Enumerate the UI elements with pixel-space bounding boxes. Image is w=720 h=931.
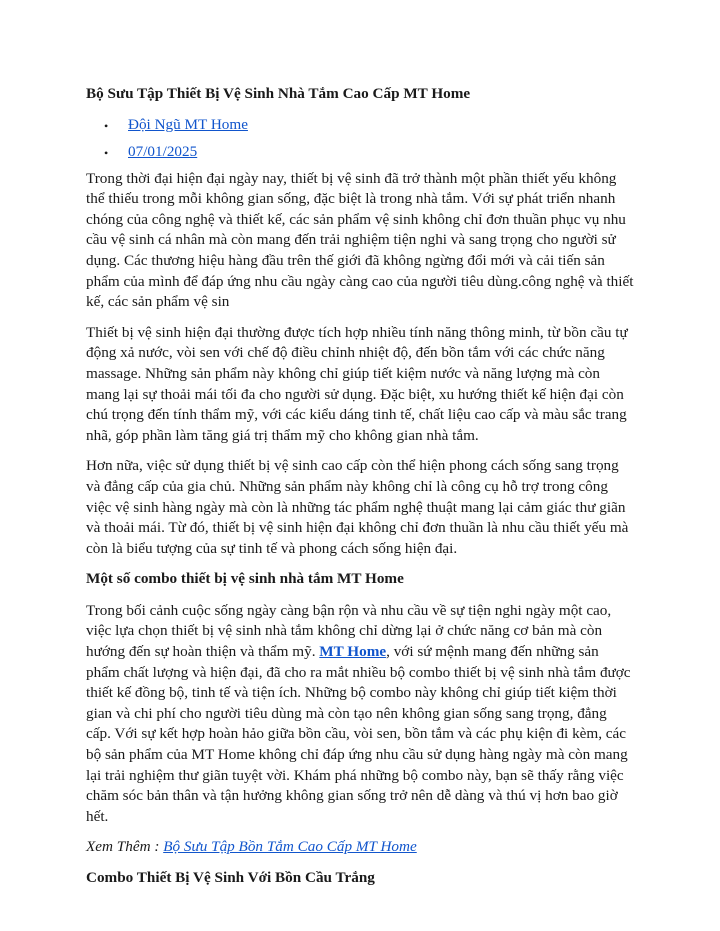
mt-home-link[interactable]: MT Home [319, 643, 387, 661]
section-heading-combo: Một số combo thiết bị vệ sinh nhà tắm MT Home [86, 570, 404, 588]
see-more-label: Xem Thêm : [86, 838, 164, 856]
paragraph-features: Thiết bị vệ sinh hiện đại thường được tích hợp nhiều tính năng thông minh, từ bồn cầu tự động xả nước, vòi sen với chế độ điều chỉnh nhiệt độ, đến bồn tắm với các chức năng massage. Những sản phẩm này không chỉ giúp tiết kiệm nước và năng lượng mà còn mang lại sự thoải mái tối đa cho người sử dụng. Đặc biệt, xu hướng thiết kế hiện đại còn chú trọng đến tính thẩm mỹ, với các kiểu dáng tinh tế, chất liệu cao cấp và màu sắc trang nhã, góp phần làm tăng giá trị thẩm mỹ cho không gian nhà tắm. [86, 323, 628, 444]
see-more-link[interactable]: Bộ Sưu Tập Bồn Tắm Cao Cấp MT Home [163, 838, 417, 856]
article-content [86, 84, 634, 900]
article-meta-list [86, 115, 634, 162]
section-heading-white-toilet: Combo Thiết Bị Vệ Sinh Với Bồn Cầu Trắng [86, 869, 375, 886]
see-more-line [86, 837, 634, 858]
author-link[interactable]: Đội Ngũ MT Home [128, 115, 248, 133]
bullet-icon: • [104, 145, 109, 160]
article-title: Bộ Sưu Tập Thiết Bị Vệ Sinh Nhà Tắm Cao Cấp MT Home [86, 85, 471, 102]
meta-date-item [86, 142, 634, 162]
paragraph-combo-after: , với sứ mệnh mang đến những sản phẩm chất lượng và hiện đại, đã cho ra mắt nhiều bộ combo thiết bị vệ sinh nhà tắm được thiết kế đồng bộ, tinh tế và tiện ích. Những bộ combo này không chỉ giúp tiết kiệm thời gian và chi phí cho người tiêu dùng mà còn tạo nên không gian sống sang trọng, đẳng cấp. Với sự kết hợp hoàn hảo giữa bồn cầu, vòi sen, bồn tắm và các phụ kiện đi kèm, các bộ sản phẩm của MT Home không chỉ đáp ứng nhu cầu sử dụng hàng ngày mà còn mang lại trải nghiệm thư giãn tuyệt vời. Khám phá những bộ combo này, bạn sẽ thấy rằng việc chăm sóc bản thân và tận hưởng không gian sống trở nên dễ dàng và thú vị hơn bao giờ hết. [86, 643, 631, 825]
paragraph-lifestyle: Hơn nữa, việc sử dụng thiết bị vệ sinh cao cấp còn thể hiện phong cách sống sang trọng và đẳng cấp của gia chủ. Những sản phẩm này không chỉ là công cụ hỗ trợ trong công việc vệ sinh hàng ngày mà còn là những tác phẩm nghệ thuật mang lại cảm giác thư giãn và thoải mái. Từ đó, thiết bị vệ sinh hiện đại không chỉ đơn thuần là nhu cầu thiết yếu mà còn là biểu tượng của sự tinh tế và phong cách sống hiện đại. [86, 457, 629, 557]
paragraph-combo [86, 601, 634, 828]
paragraph-intro: Trong thời đại hiện đại ngày nay, thiết bị vệ sinh đã trở thành một phần thiết yếu không thể thiếu trong mỗi không gian sống, đặc biệt là trong nhà tắm. Với sự phát triển nhanh chóng của công nghệ và thiết kế, các sản phẩm vệ sinh không chỉ đơn thuần phục vụ nhu cầu vệ sinh cá nhân mà còn mang đến trải nghiệm tiện nghi và sang trọng cho người sử dụng. Các thương hiệu hàng đầu trên thế giới đã không ngừng đổi mới và cải tiến sản phẩm của mình để đáp ứng nhu cầu ngày càng cao của người tiêu dùng.công nghệ và thiết kế, các sản phẩm vệ sin [86, 169, 634, 311]
meta-author-item [86, 115, 634, 135]
paragraph-combo-before: Trong bối cảnh cuộc sống ngày càng bận rộn và nhu cầu về sự tiện nghi ngày một cao, việc lựa chọn thiết bị vệ sinh nhà tắm không chỉ dừng lại ở chức năng cơ bản mà còn hướng đến sự hoàn thiện và thẩm mỹ. [86, 601, 612, 661]
bullet-icon: • [104, 118, 109, 133]
date-link[interactable]: 07/01/2025 [128, 142, 198, 160]
